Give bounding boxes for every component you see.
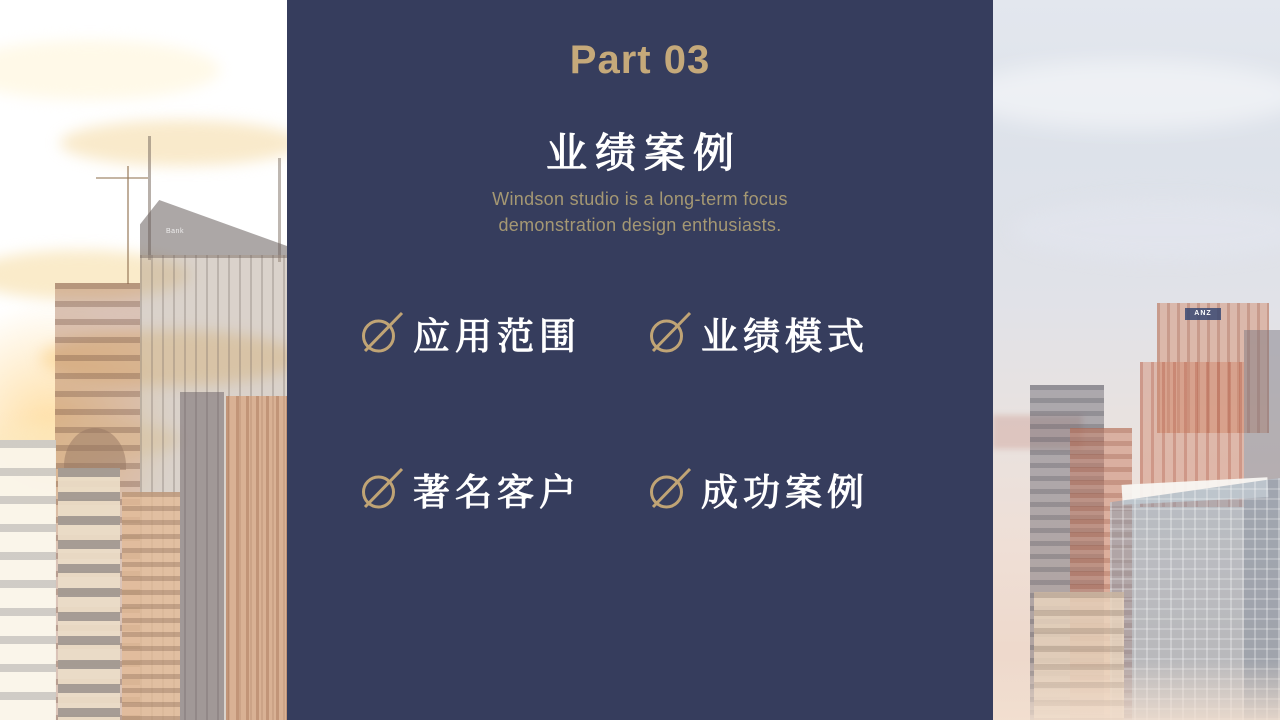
bottom-haze bbox=[992, 660, 1280, 720]
section-subtitle bbox=[287, 186, 993, 238]
construction-crane bbox=[127, 166, 129, 284]
cloud-shape bbox=[992, 60, 1280, 130]
slashed-circle-icon bbox=[361, 311, 405, 355]
construction-crane-arm bbox=[96, 177, 148, 179]
section-title: 业绩案例 bbox=[546, 130, 742, 176]
part-number-heading: Part 03 bbox=[569, 38, 711, 82]
cloud-shape bbox=[60, 120, 288, 166]
slashed-circle-icon bbox=[361, 467, 405, 511]
skyscraper-pyramid-roof bbox=[140, 200, 288, 258]
agenda-item-application-scope bbox=[361, 310, 581, 356]
agenda-item-performance-model bbox=[649, 310, 869, 356]
orange-building bbox=[226, 396, 288, 720]
agenda-item-label: 著名客户 bbox=[413, 472, 581, 513]
subtitle-line-1: Windson studio is a long-term focus bbox=[492, 189, 788, 209]
slashed-circle-icon bbox=[649, 467, 693, 511]
left-cityscape-photo bbox=[0, 0, 288, 720]
white-building bbox=[0, 440, 56, 720]
striped-building bbox=[58, 468, 120, 720]
agenda-item-famous-clients bbox=[361, 466, 581, 512]
tan-building bbox=[122, 492, 180, 720]
slide-panel bbox=[287, 0, 993, 720]
subtitle-line-2: demonstration design enthusiasts. bbox=[498, 215, 782, 235]
slate-building bbox=[180, 392, 224, 720]
anz-building-sign: ANZ bbox=[1185, 308, 1221, 320]
agenda-item-label: 成功案例 bbox=[701, 472, 869, 513]
bank-building-sign: Bank bbox=[166, 228, 184, 235]
right-cityscape-photo bbox=[992, 0, 1280, 720]
agenda-item-label: 应用范围 bbox=[413, 316, 581, 357]
agenda-item-label: 业绩模式 bbox=[701, 316, 869, 357]
cloud-shape bbox=[1012, 200, 1280, 260]
cloud-shape bbox=[0, 40, 220, 100]
slashed-circle-icon bbox=[649, 311, 693, 355]
agenda-item-success-cases bbox=[649, 466, 869, 512]
